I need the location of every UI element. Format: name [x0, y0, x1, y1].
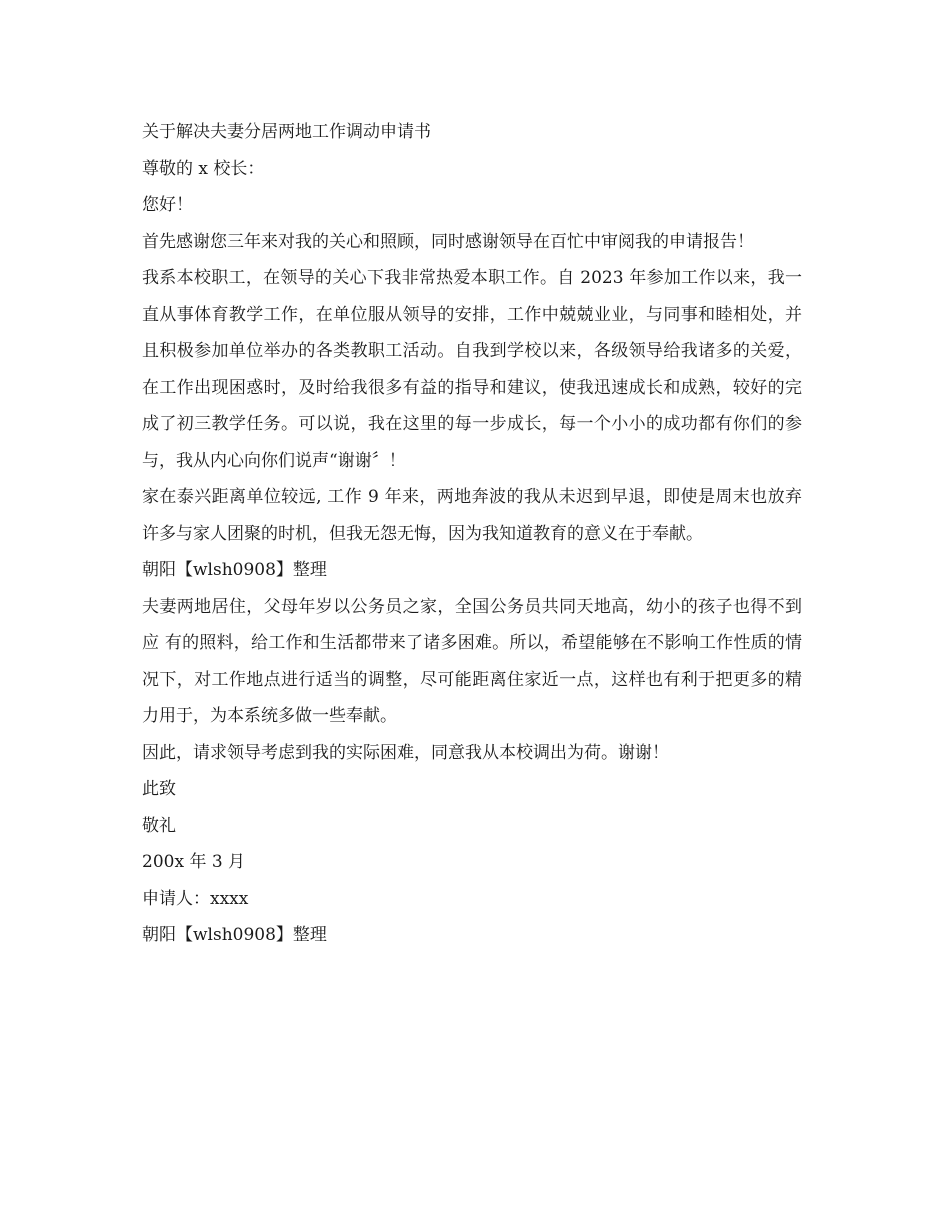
document-date: 200x 年 3 月: [142, 852, 246, 872]
document-title: 关于解决夫妻分居两地工作调动申请书: [142, 122, 431, 142]
closing-jingli: 敬礼: [142, 815, 176, 836]
closing-cizhi: 此致: [142, 779, 176, 799]
salutation: 尊敬的 x 校长：: [142, 158, 265, 179]
greeting: 您好！: [142, 195, 193, 215]
paragraph-thanks: 首先感谢您三年来对我的关心和照顾，同时感谢领导在百忙中审阅我的申请报告！: [142, 231, 754, 252]
paragraph-background: 我系本校职工，在领导的关心下我非常热爱本职工作。自 2023 年参加工作以来，我一直从事体育教学工作，在单位服从领导的安排，工作中兢兢业业，与同事和睦相处，并且积极参加单位举办的各类教职工活动。自我到学校以来，各级领导给我诸多的关爱，在工作出现困惑时，及时给我很多有益的指导和建议，使我迅速成长和成熟，较好的完成了初三教学任务。可以说，我在这里的每一步成长，每一个小小的成功都有你们的参与，我从内心向你们说声“谢谢〞！: [142, 268, 802, 471]
paragraph-request: 因此，请求领导考虑到我的实际困难，同意我从本校调出为荷。谢谢！: [142, 742, 669, 763]
document-body: [142, 114, 802, 954]
applicant-signature: 申请人：xxxx: [142, 888, 249, 909]
watermark-text-footer: 朝阳【wlsh0908】整理: [142, 925, 327, 945]
paragraph-commute: 家在泰兴距离单位较远, 工作 9 年来，两地奔波的我从未迟到早退，即使是周末也放弃许多与家人团聚的时机，但我无怨无悔，因为我知道教育的意义在于奉献。: [142, 487, 802, 544]
watermark-text: 朝阳【wlsh0908】整理: [142, 560, 327, 580]
paragraph-difficulty: 夫妻两地居住，父母年岁以公务员之家，全国公务员共同天地高，幼小的孩子也得不到应 有的照料，给工作和生活都带来了诸多困难。所以，希望能够在不影响工作性质的情况下，对工作地点进行适当的调整，尽可能距离住家近一点，这样也有利于把更多的精力用于，为本系统多做一些奉献。: [142, 596, 802, 726]
